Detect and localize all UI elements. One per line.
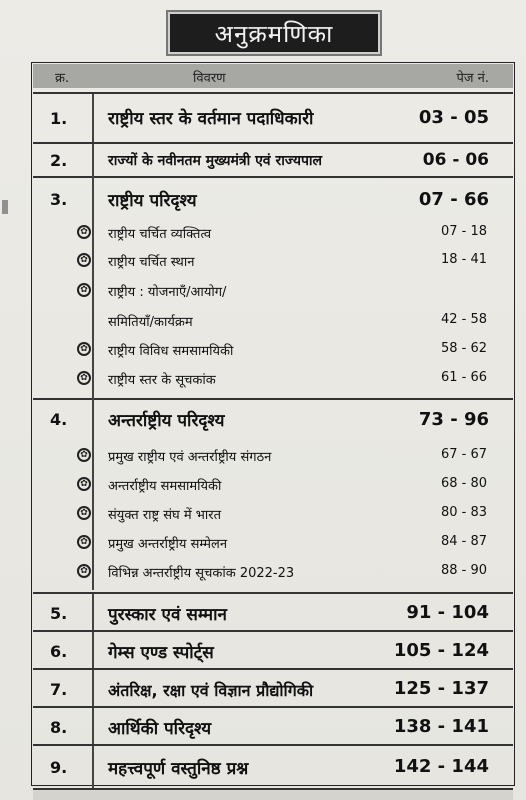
section-title: अन्तर्राष्ट्रीय परिदृश्य [108,411,225,431]
toc-section-5 [33,592,513,630]
flower-bullet-icon: ✿ [77,448,91,462]
toc-item [33,502,513,526]
item-pages: 84 - 87 [440,534,487,549]
toc-item [33,531,513,555]
toc-item [33,560,513,584]
item-pages: 07 - 18 [440,224,487,239]
item-text: राष्ट्रीय स्तर के सूचकांक [108,373,216,388]
toc-section-3 [33,176,513,396]
toc-section-4 [33,398,513,590]
column-divider [92,144,94,176]
section-title: आर्थिकी परिदृश्य [108,719,212,739]
section-number: 5. [50,604,68,623]
section-pages: 03 - 05 [418,107,489,128]
header-description: विवरण [193,71,226,86]
toc-section-2 [33,142,513,176]
item-pages: 68 - 80 [440,476,487,491]
item-pages: 67 - 67 [440,447,487,462]
index-title: अनुक्रमणिका [166,10,382,56]
section-pages: 73 - 96 [418,409,489,430]
item-pages: 18 - 41 [440,252,487,267]
section-number: 8. [50,718,68,737]
toc-section-9 [33,744,513,786]
section-number: 2. [50,151,68,170]
item-text: राष्ट्रीय चर्चित स्थान [108,255,195,270]
section-pages: 07 - 66 [418,189,489,210]
toc-item [33,221,513,245]
section-number: 7. [50,680,68,699]
item-pages: 80 - 83 [440,505,487,520]
flower-bullet-icon: ✿ [77,342,91,356]
flower-bullet-icon: ✿ [77,535,91,549]
section-title: अंतरिक्ष, रक्षा एवं विज्ञान प्रौद्योगिकी [108,681,314,700]
section-pages: 06 - 06 [422,150,489,170]
flower-bullet-icon: ✿ [77,564,91,578]
section-pages: 91 - 104 [406,602,489,623]
toc-item [33,444,513,468]
header-page: पेज नं. [456,71,489,86]
section-pages: 125 - 137 [393,678,489,699]
toc-item [33,473,513,497]
item-text: राष्ट्रीय विविध समसामयिकी [108,344,234,359]
toc-item [33,338,513,362]
toc-item [33,279,513,303]
section-title: राष्ट्रीय परिदृश्य [108,191,197,211]
margin-mark [2,200,8,214]
bottom-border [33,788,513,800]
toc-item-continued [33,309,513,333]
item-text: समितियाँ/कार्यक्रम [108,315,193,330]
item-pages: 42 - 58 [440,312,487,327]
flower-bullet-icon: ✿ [77,371,91,385]
item-text: प्रमुख अन्तर्राष्ट्रीय सम्मेलन [108,537,228,552]
item-text: राष्ट्रीय चर्चित व्यक्तित्व [108,227,212,242]
toc-section-6 [33,630,513,668]
section-title: राष्ट्रीय स्तर के वर्तमान पदाधिकारी [108,109,314,129]
section-title: राज्यों के नवीनतम मुख्यमंत्री एवं राज्यपाल [108,153,323,169]
header-sno: क्र. [55,71,70,86]
item-text: अन्तर्राष्ट्रीय समसामयिकी [108,479,222,494]
section-pages: 138 - 141 [393,716,489,737]
section-number: 4. [50,410,68,429]
toc-section-7 [33,668,513,706]
toc-item [33,249,513,273]
flower-bullet-icon: ✿ [77,477,91,491]
toc-section-1 [33,92,513,142]
item-pages: 88 - 90 [440,563,487,578]
column-divider [92,176,94,590]
item-pages: 58 - 62 [440,341,487,356]
section-title: गेम्स एण्ड स्पोर्ट्स [108,643,214,663]
section-title: पुरस्कार एवं सम्मान [108,605,227,625]
toc-item [33,367,513,391]
toc-section-8 [33,706,513,744]
section-number: 6. [50,642,68,661]
section-pages: 105 - 124 [393,640,489,661]
item-text: प्रमुख राष्ट्रीय एवं अन्तर्राष्ट्रीय संगठन [108,450,272,465]
section-number: 3. [50,190,68,209]
column-divider [92,94,94,142]
flower-bullet-icon: ✿ [77,506,91,520]
item-text: संयुक्त राष्ट्र संघ में भारत [108,508,221,523]
flower-bullet-icon: ✿ [77,283,91,297]
section-number: 1. [50,109,68,128]
flower-bullet-icon: ✿ [77,253,91,267]
section-pages: 142 - 144 [393,756,489,777]
section-number: 9. [50,758,68,777]
flower-bullet-icon: ✿ [77,225,91,239]
table-header [33,64,513,88]
item-pages: 61 - 66 [440,370,487,385]
item-text: राष्ट्रीय : योजनाएँ/आयोग/ [108,285,227,300]
section-title: महत्त्वपूर्ण वस्तुनिष्ठ प्रश्न [108,759,249,779]
item-text: विभिन्न अन्तर्राष्ट्रीय सूचकांक 2022-23 [108,566,295,581]
